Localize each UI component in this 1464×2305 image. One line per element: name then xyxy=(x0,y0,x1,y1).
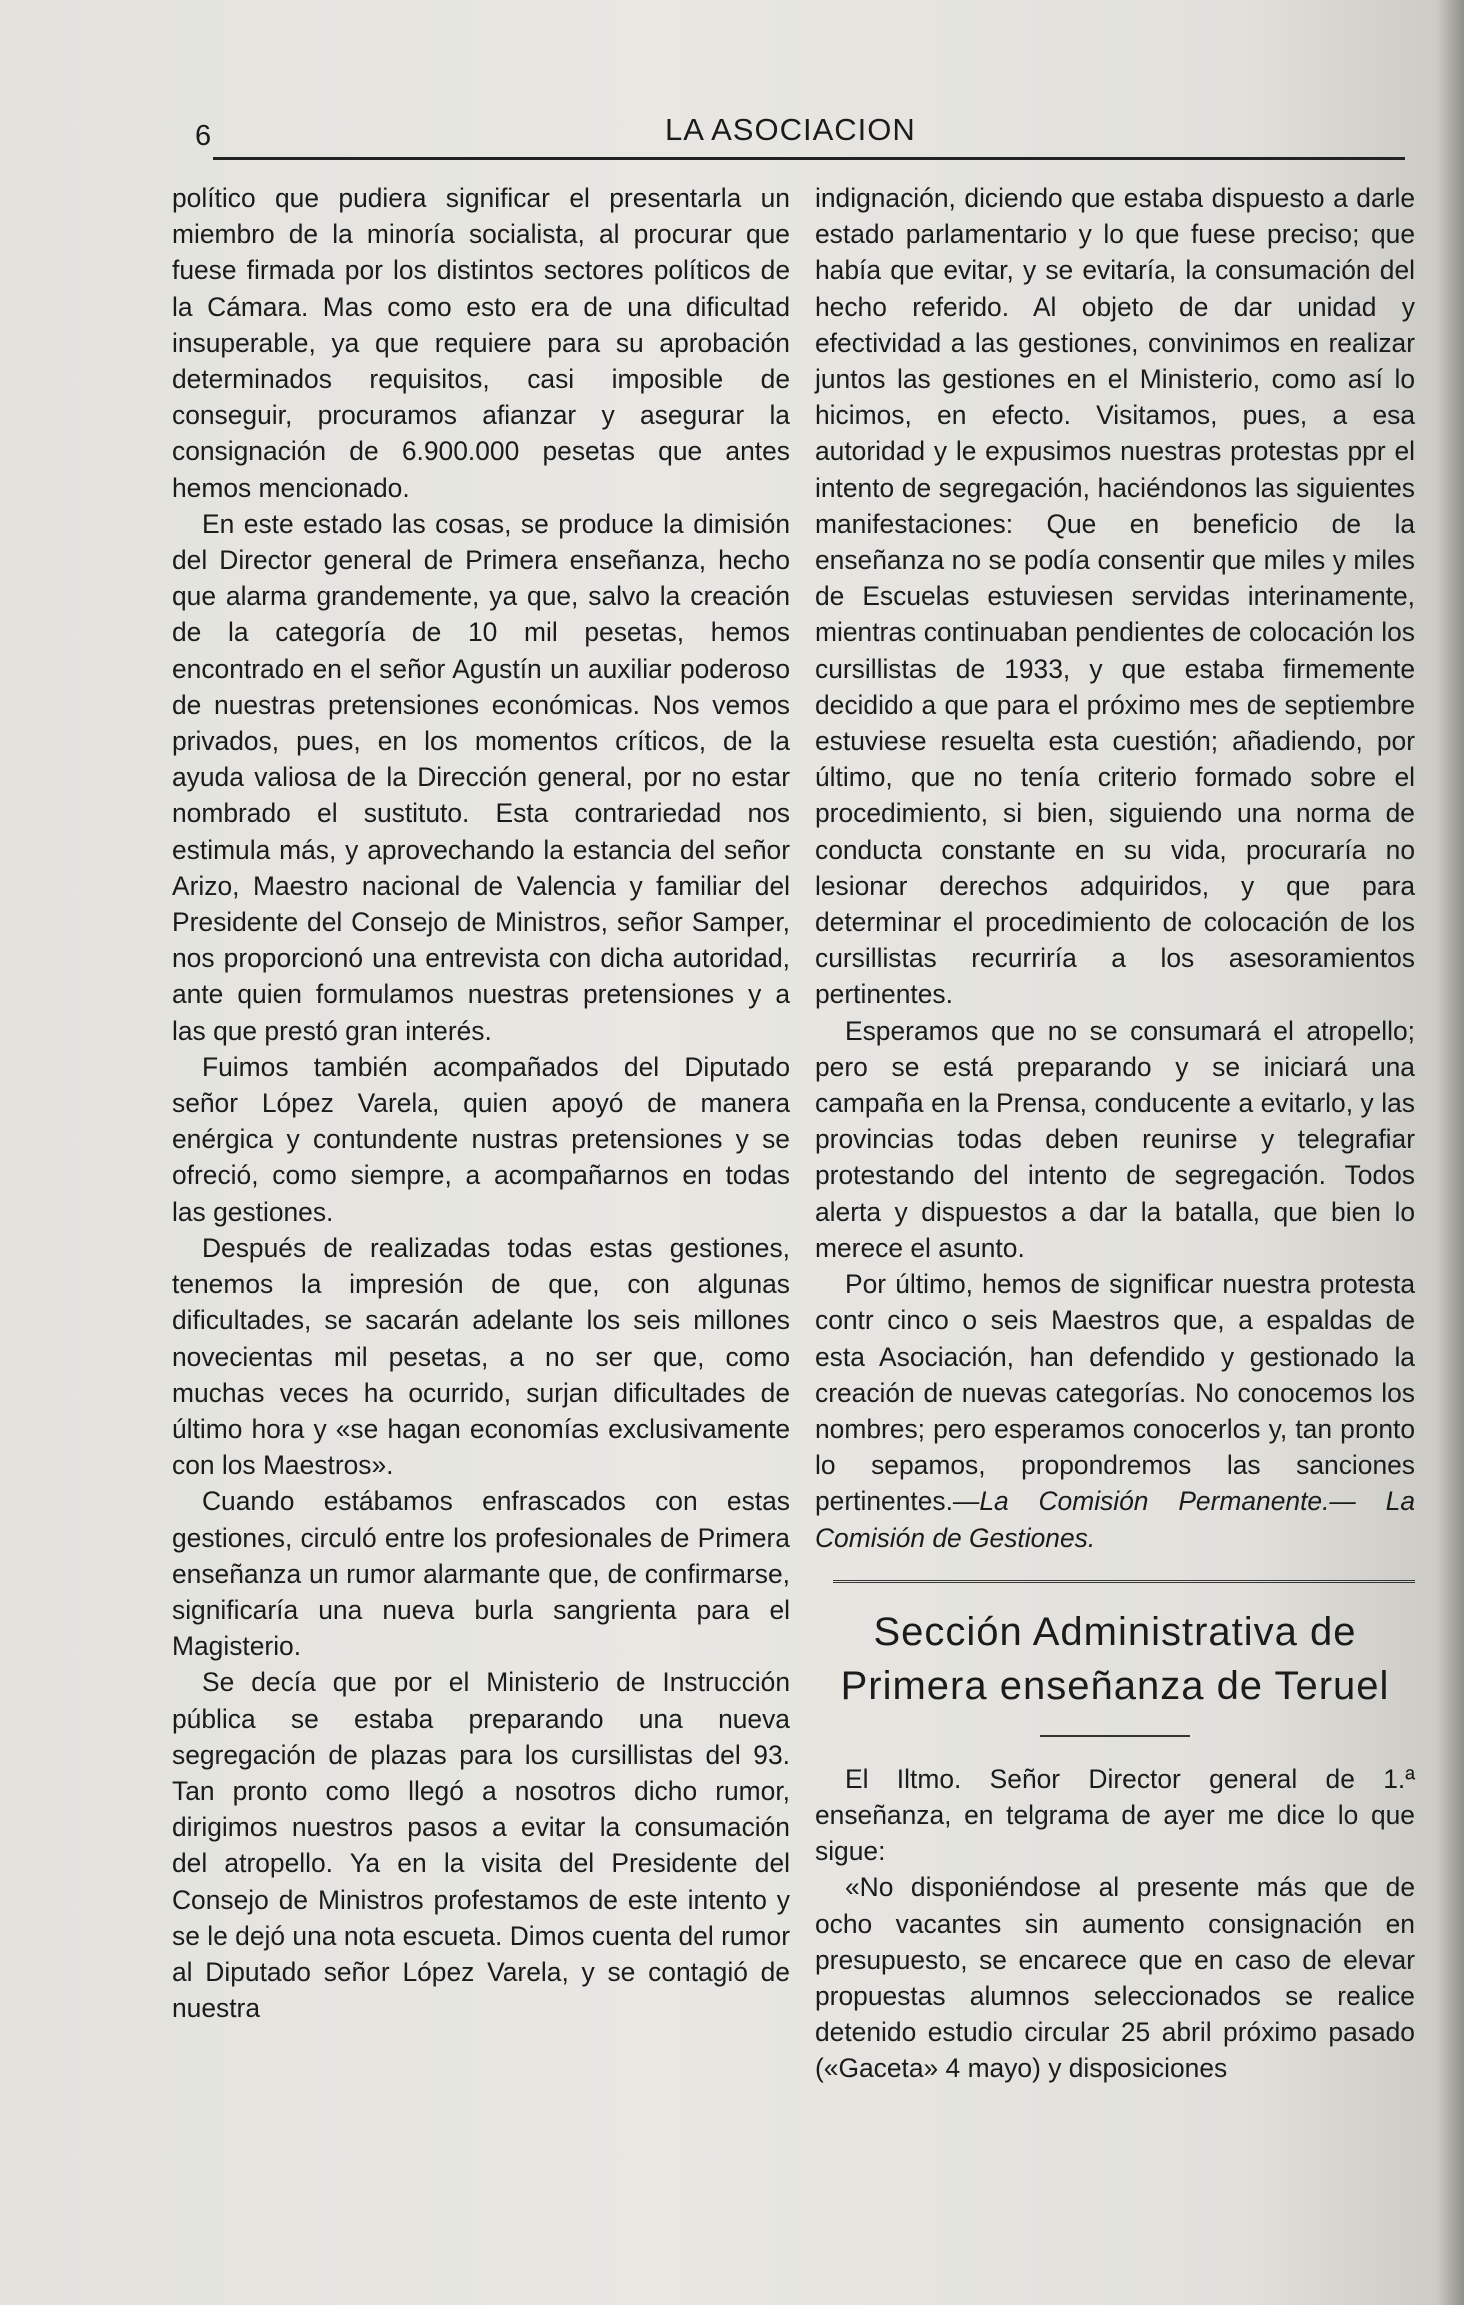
article-paragraph: Fuimos también acompañados del Diputado señor López Varela, quien apoyó de manera enérgica y contundente nustras pretensiones y se ofreció, como siempre, a acompañarnos en todas las gestiones. xyxy=(172,1051,790,1227)
section-paragraph: El Iltmo. Señor Director general de 1.ª enseñanza, en telgrama de ayer me dice lo que sigue: xyxy=(815,1763,1415,1867)
page-header xyxy=(195,112,1405,172)
title-divider xyxy=(1040,1735,1190,1737)
right-column xyxy=(815,180,1415,2087)
closing-paragraph xyxy=(815,1266,1415,1556)
article-paragraph: Después de realizadas todas estas gestiones, tenemos la impresión de que, con algunas dificultades, se sacarán adelante los seis millones novecientas mil pesetas, a no ser que, como muchas veces ha ocurrido, surjan dificultades de último hora y «se hagan economías exclusivamente con los Maestros». xyxy=(172,1232,790,1481)
page-number: 6 xyxy=(195,120,212,152)
masthead-title: LA ASOCIACION xyxy=(665,112,916,147)
article-paragraph: indignación, diciendo que estaba dispuesto a darle estado parlamentario y lo que fuese preciso; que había que evitar, y se evitaría, la consumación del hecho referido. Al objeto de dar unidad y efectividad a las gestiones, convinimos en realizar juntos las gestiones en el Ministerio, como así lo hicimos, en efecto. Visitamos, pues, a esa autoridad y le expusimos nuestras protestas ppr el intento de segregación, haciéndonos las siguientes manifestaciones: Que en beneficio de la enseñanza no se podía consentir que miles y miles de Escuelas estuviesen servidas interinamente, mientras continuaban pendientes de colocación los cursillistas de 1933, y que estaba firmemente decidido a que para el próximo mes de septiembre estuviese resuelta esta cuestión; añadiendo, por último, que no tenía criterio formado sobre el procedimiento, si bien, siguiendo una norma de conducta constante en su vida, procuraría no lesionar derechos adquiridos, y que para determinar el procedimiento de colocación de los cursillistas recurriría a los asesoramientos pertinentes. xyxy=(815,183,1415,1010)
closing-text: Por último, hemos de significar nuestra protesta contr cinco o seis Maestros que, a espaldas de esta Asociación, han defendido y gestionado la creación de nuevas categorías. No conocemos los nombres; pero esperamos conocerlos y, tan pronto lo sepamos, propondremos las sanciones pertinentes. xyxy=(815,1269,1415,1517)
page-edge-shadow xyxy=(1436,0,1464,2305)
article-paragraph: político que pudiera significar el presentarla un miembro de la minoría socialista, al procurar que fuese firmada por los distintos sectores políticos de la Cámara. Mas como esto era de una dificultad insuperable, ya que requiere para su aprobación determinados requisitos, casi imposible de conseguir, procuramos afianzar y asegurar la consignación de 6.900.000 pesetas que antes hemos mencionado. xyxy=(172,183,790,503)
section-title xyxy=(815,1605,1415,1713)
article-paragraph: Cuando estábamos enfrascados con estas gestiones, circuló entre los profesionales de Primera enseñanza un rumor alarmante que, de confirmarse, significaría una nueva burla sangrienta para el Magisterio. xyxy=(172,1486,790,1662)
article-paragraph: En este estado las cosas, se produce la dimisión del Director general de Primera enseñanza, hecho que alarma grandemente, ya que, salvo la creación de la categoría de 10 mil pesetas, hemos encontrado en el señor Agustín un auxiliar poderoso de nuestras pretensiones económicas. Nos vemos privados, pues, en los momentos críticos, de la ayuda valiosa de la Dirección general, por no estar nombrado el sustituto. Esta contrariedad nos estimula más, y aprovechando la estancia del señor Arizo, Maestro nacional de Valencia y familiar del Presidente del Consejo de Ministros, señor Samper, nos proporcionó una entrevista con dicha autoridad, ante quien formulamos nuestras pretensiones y a las que prestó gran interés. xyxy=(172,508,790,1046)
article-paragraph: Esperamos que no se consumará el atropello; pero se está preparando y se iniciará una campaña en la Prensa, conducente a evitarlo, y las provincias todas deben reunirse y telegrafiar protestando del intento de segregación. Todos alerta y dispuestos a dar la batalla, que bien lo merece el asunto. xyxy=(815,1015,1415,1263)
article-paragraph: Se decía que por el Ministerio de Instrucción pública se estaba preparando una nueva segregación de plazas para los cursillistas del 93. Tan pronto como llegó a nosotros dicho rumor, dirigimos nuestros pasos a evitar la consumación del atropello. Ya en la visita del Presidente del Consejo de Ministros profestamos de este intento y se le dejó una nota escueta. Dimos cuenta del rumor al Diputado señor López Varela, y se contagió de nuestra xyxy=(172,1667,790,2024)
section-title-line-1: Sección Administrativa de xyxy=(873,1609,1357,1654)
header-rule xyxy=(213,157,1405,160)
article-signature: —La Comisión Permanente.— La Comisión de Gestiones. xyxy=(815,1486,1415,1553)
section-title-line-2: Primera enseñanza de Teruel xyxy=(840,1663,1390,1708)
section-divider-rule xyxy=(833,1580,1415,1583)
left-column xyxy=(172,180,790,2026)
section-paragraph: «No disponiéndose al presente más que de ocho vacantes sin aumento consignación en presupuesto, se encarece que en caso de elevar propuestas alumnos seleccionados se realice detenido estudio circular 25 abril próximo pasado («Gaceta» 4 mayo) y disposiciones xyxy=(815,1872,1415,2084)
